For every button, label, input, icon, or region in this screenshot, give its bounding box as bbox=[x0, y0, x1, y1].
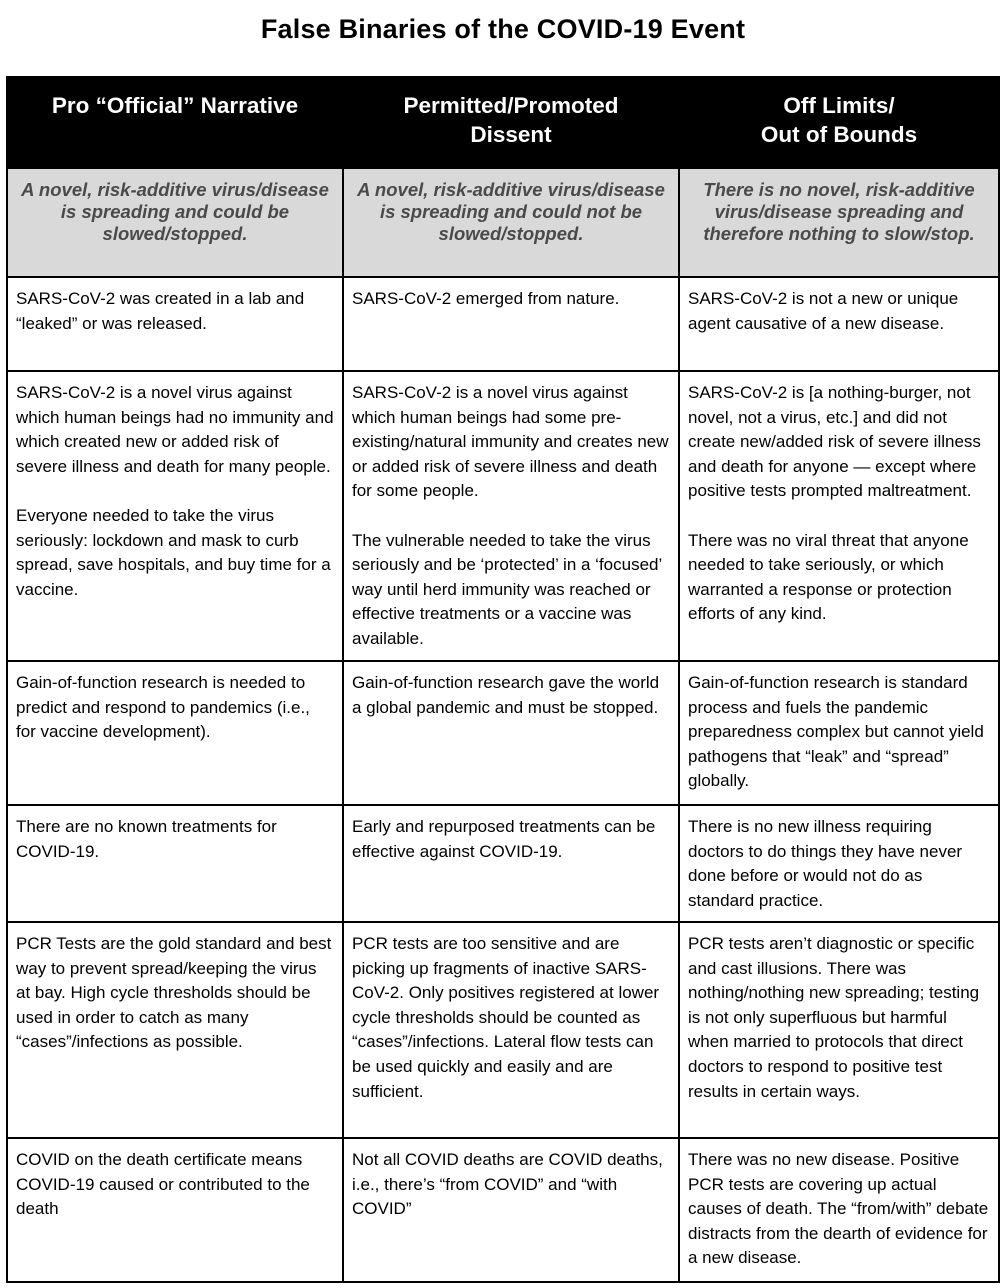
table-cell: SARS-CoV-2 emerged from nature. bbox=[343, 277, 679, 371]
table-cell: Not all COVID deaths are COVID deaths, i.e., there’s “from COVID” and “with COVID” bbox=[343, 1138, 679, 1282]
table-row bbox=[7, 805, 999, 922]
table-row bbox=[7, 661, 999, 805]
table-cell: Gain-of-function research is needed to predict and respond to pandemics (i.e., for vaccine development). bbox=[7, 661, 343, 805]
table-row bbox=[7, 371, 999, 661]
premise-cell-off-limits: There is no novel, risk-additive virus/disease spreading and therefore nothing to slow/stop. bbox=[679, 168, 999, 277]
column-header-official: Pro “Official” Narrative bbox=[7, 77, 343, 168]
table-cell: PCR Tests are the gold standard and best way to prevent spread/keeping the virus at bay. High cycle thresholds should be used in order to catch as many “cases”/infections as possible. bbox=[7, 922, 343, 1138]
table-cell: SARS-CoV-2 was created in a lab and “leaked” or was released. bbox=[7, 277, 343, 371]
table-cell: SARS-CoV-2 is a novel virus against which human beings had no immunity and which created new or added risk of severe illness and death for many people. Everyone needed to take the virus seriously: lockdown and mask to curb spread, save hospitals, and buy time for a vaccine. bbox=[7, 371, 343, 661]
table-cell: PCR tests are too sensitive and are picking up fragments of inactive SARS-CoV-2. Only positives registered at lower cycle thresholds should be counted as “cases”/infections. Lateral flow tests can be used quickly and easily and are sufficient. bbox=[343, 922, 679, 1138]
table-cell: SARS-CoV-2 is a novel virus against which human beings had some pre-existing/natural immunity and creates new or added risk of severe illness and death for some people. The vulnerable needed to take the virus seriously and be ‘protected’ in a ‘focused’ way until herd immunity was reached or effective treatments or a vaccine was available. bbox=[343, 371, 679, 661]
table-cell: There is no new illness requiring doctors to do things they have never done before or would not do as standard practice. bbox=[679, 805, 999, 922]
table-cell: Gain-of-function research gave the world a global pandemic and must be stopped. bbox=[343, 661, 679, 805]
premise-cell-official: A novel, risk-additive virus/disease is spreading and could be slowed/stopped. bbox=[7, 168, 343, 277]
page-title: False Binaries of the COVID-19 Event bbox=[260, 14, 746, 44]
table-cell: There are no known treatments for COVID-19. bbox=[7, 805, 343, 922]
column-header-off-limits: Off Limits/ Out of Bounds bbox=[679, 77, 999, 168]
table-cell: Early and repurposed treatments can be effective against COVID-19. bbox=[343, 805, 679, 922]
table-cell: SARS-CoV-2 is not a new or unique agent causative of a new disease. bbox=[679, 277, 999, 371]
table-cell: Gain-of-function research is standard process and fuels the pandemic preparedness complex but cannot yield pathogens that “leak” and “spread” globally. bbox=[679, 661, 999, 805]
premise-cell-permitted-dissent: A novel, risk-additive virus/disease is spreading and could not be slowed/stopped. bbox=[343, 168, 679, 277]
table-row bbox=[7, 1138, 999, 1282]
table-cell: COVID on the death certificate means COVID-19 caused or contributed to the death bbox=[7, 1138, 343, 1282]
table-row bbox=[7, 922, 999, 1138]
table-cell: There was no new disease. Positive PCR tests are covering up actual causes of death. The “from/with” debate distracts from the dearth of evidence for a new disease. bbox=[679, 1138, 999, 1282]
table-header-row bbox=[7, 77, 999, 168]
table-row bbox=[7, 277, 999, 371]
false-binaries-table bbox=[6, 76, 1000, 1283]
column-header-permitted-dissent: Permitted/Promoted Dissent bbox=[343, 77, 679, 168]
table-cell: SARS-CoV-2 is [a nothing-burger, not novel, not a virus, etc.] and did not create new/added risk of severe illness and death for anyone — except where positive tests prompted maltreatment. There was no viral threat that anyone needed to take seriously, or which warranted a response or protection efforts of any kind. bbox=[679, 371, 999, 661]
premise-row bbox=[7, 168, 999, 277]
table-cell: PCR tests aren’t diagnostic or specific and cast illusions. There was nothing/nothing new spreading; testing is not only superfluous but harmful when married to protocols that direct doctors to respond to positive test results in certain ways. bbox=[679, 922, 999, 1138]
